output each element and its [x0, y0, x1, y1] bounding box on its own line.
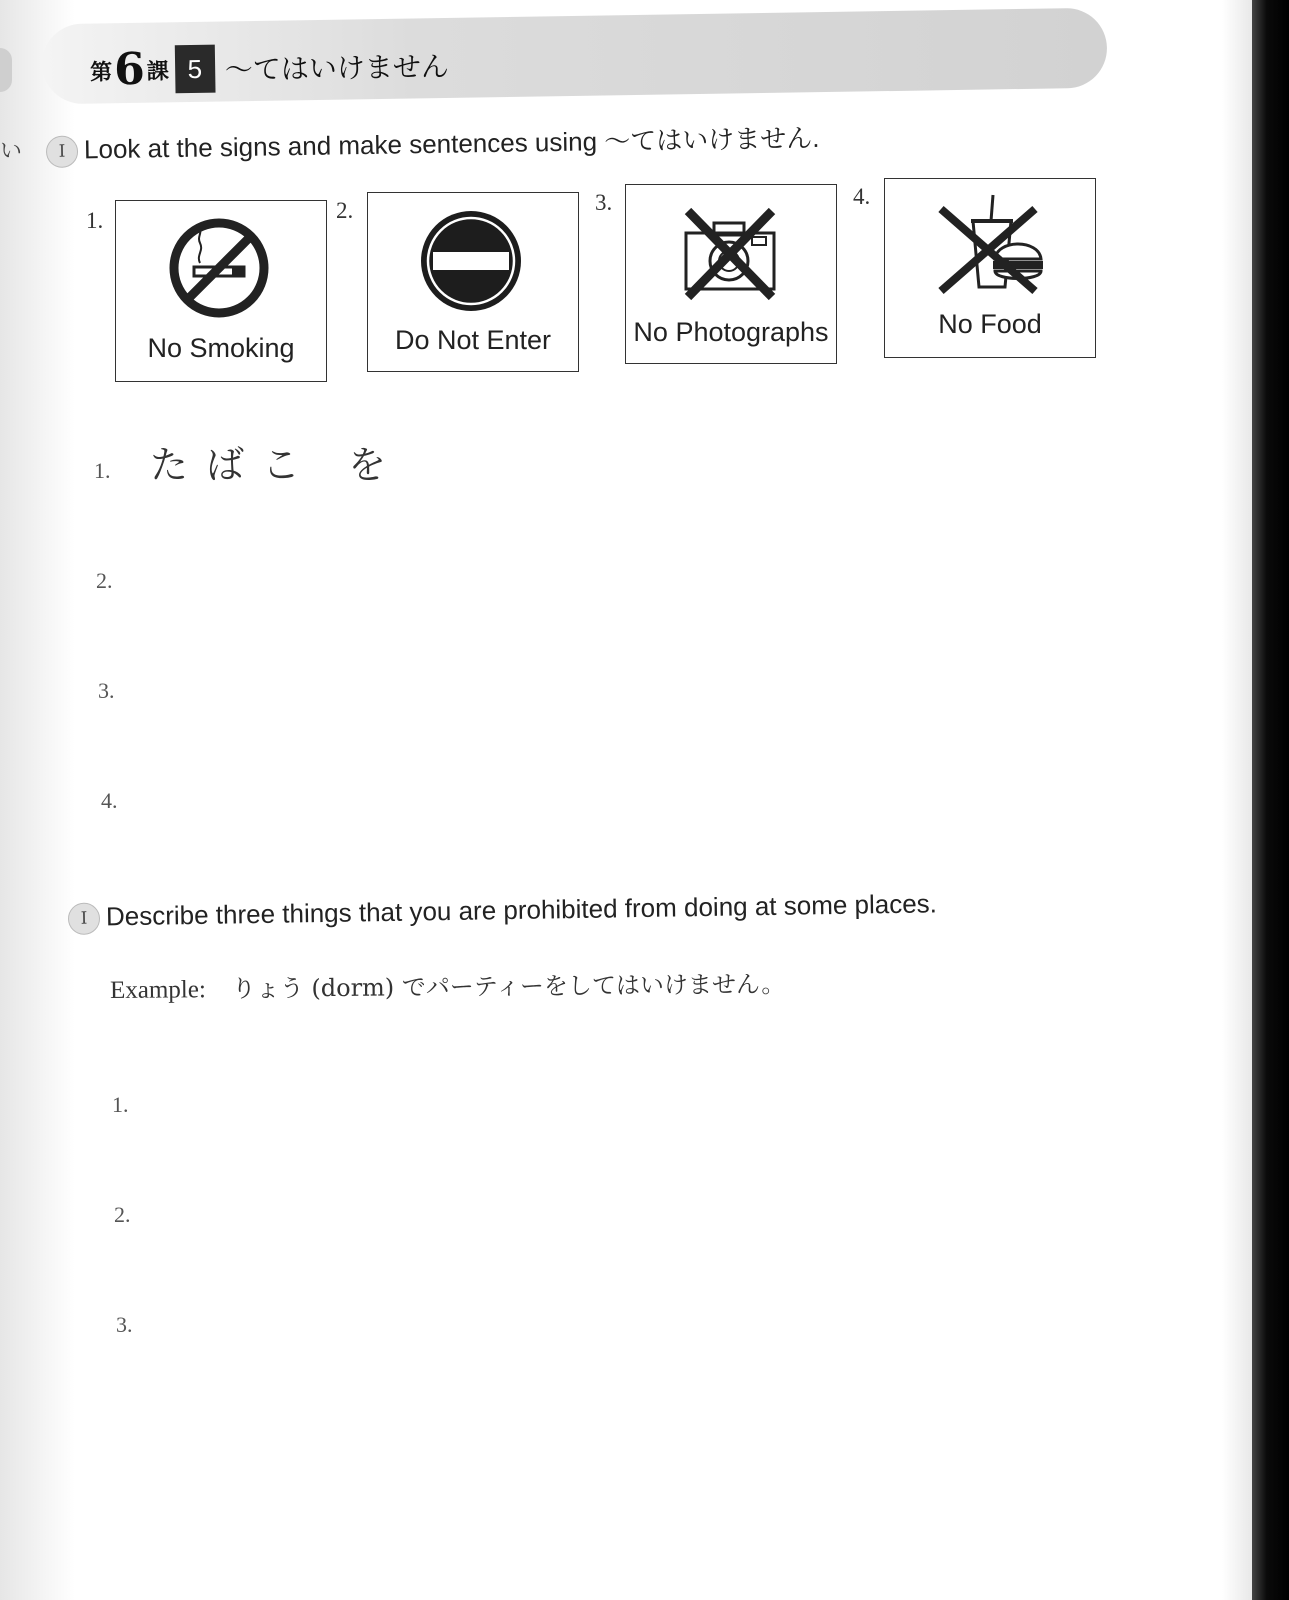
no-food-icon: [935, 191, 1045, 295]
section2-badge: I: [68, 903, 100, 935]
margin-mark: い: [0, 139, 23, 164]
sign-number-2: 2.: [336, 198, 354, 223]
section1-instruction-text: Look at the signs and make sentences using 〜てはいけません.: [83, 122, 820, 165]
scan-right-edge: [1252, 0, 1289, 1600]
section2-instruction-text: Describe three things that you are prohibited from doing at some places.: [105, 888, 938, 932]
answer1-number-3: 3.: [98, 678, 115, 703]
answer1-number-1: 1.: [94, 458, 111, 483]
sign-no-photographs: [625, 184, 837, 364]
no-smoking-icon: [166, 215, 272, 321]
scan-right-fold: [1222, 0, 1252, 1600]
sign-no-smoking: [115, 200, 327, 382]
lesson-number: 6: [113, 43, 146, 96]
scan-left-shadow: [0, 0, 75, 1600]
example-label: Example:: [109, 976, 206, 1004]
example-text: りょう (dorm) でパーティーをしてはいけません。: [231, 970, 786, 1003]
example-sentence: [110, 964, 786, 1005]
do-not-enter-icon: [419, 209, 523, 313]
answer2-number-1: 1.: [112, 1092, 129, 1117]
sign-label-2: Do Not Enter: [394, 325, 552, 355]
section2-instruction: [68, 888, 937, 935]
sign-number-4: 4.: [853, 184, 871, 209]
lesson-header: [41, 8, 1107, 105]
answer1-number-4: 4.: [101, 788, 118, 813]
section-title: 〜てはいけません: [224, 49, 450, 87]
section1-badge: I: [46, 136, 78, 168]
no-camera-icon: [680, 205, 780, 301]
answer2-number-3: 3.: [116, 1312, 133, 1337]
sign-no-food: [884, 178, 1096, 358]
sign-number-1: 1.: [86, 208, 104, 233]
sign-do-not-enter: [367, 192, 579, 372]
sign-label-1: No Smoking: [147, 333, 295, 363]
sign-label-4: No Food: [938, 309, 1042, 339]
answer1-number-2: 2.: [96, 568, 113, 593]
answer2-number-2: 2.: [114, 1202, 131, 1227]
section1-instruction: [46, 118, 820, 168]
section-number: 5: [174, 45, 215, 94]
sign-label-3: No Photographs: [633, 317, 829, 347]
sign-number-3: 3.: [595, 190, 613, 215]
lesson-suffix: 課: [146, 58, 170, 85]
lesson-prefix: 第: [90, 59, 113, 86]
handwritten-answer-1[interactable]: たばこ を: [150, 443, 405, 487]
previous-page-tab: [0, 48, 12, 92]
